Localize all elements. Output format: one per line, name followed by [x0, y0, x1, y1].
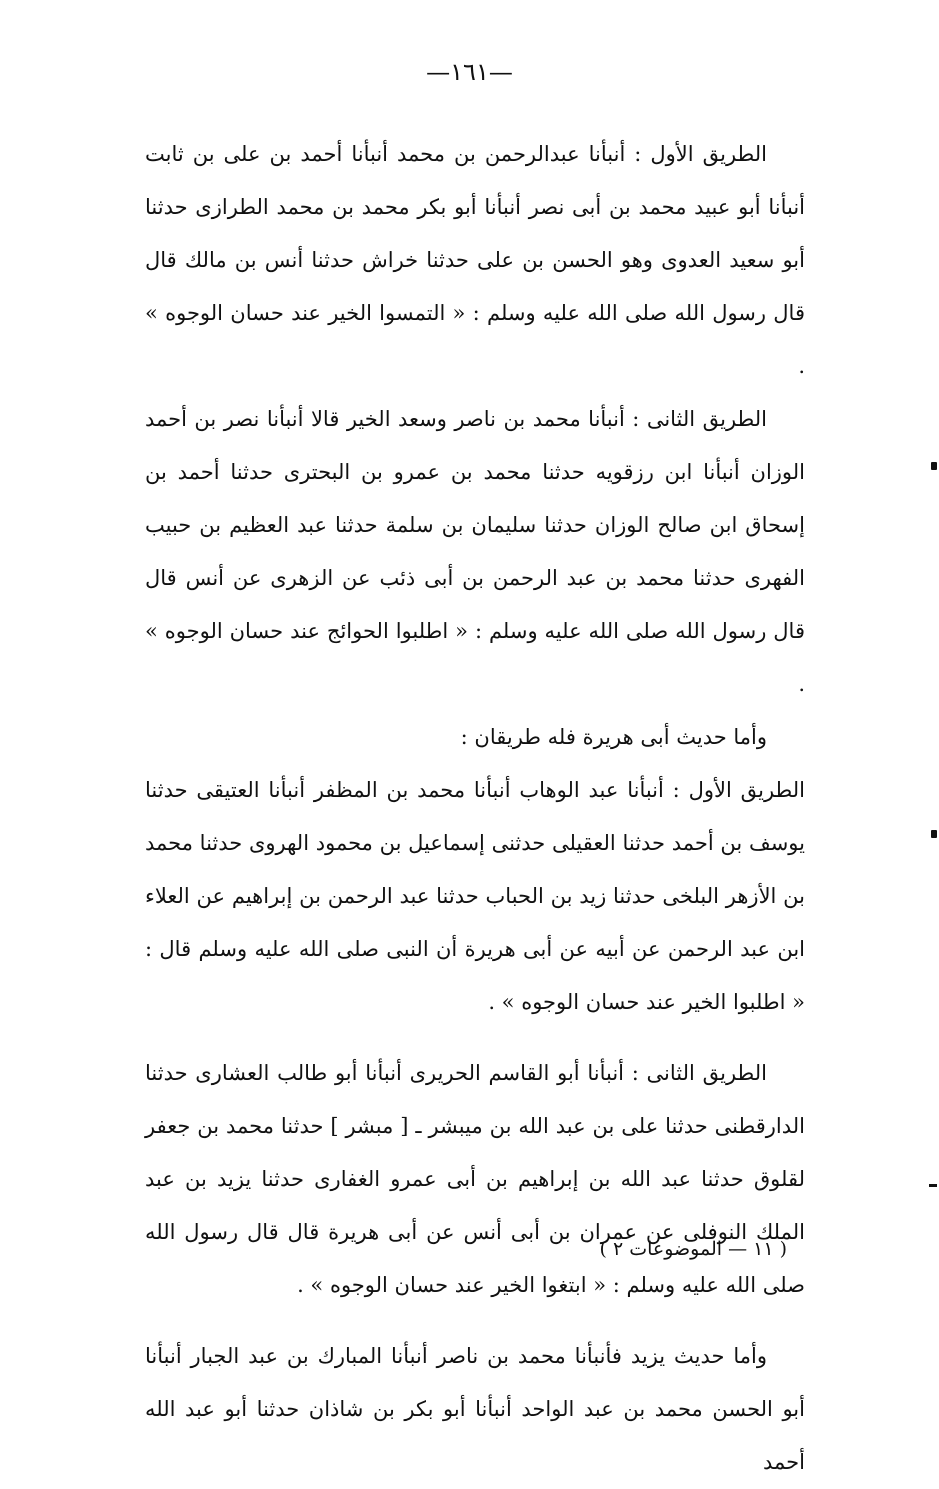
- paragraph-first-path-abu-hurayra: الطريق الأول : أنبأنا عبد الوهاب أنبأنا محمد بن المظفر أنبأنا العتيقى حدثنا يوسف بن أحمد حدثنا العقيلى حدثنى إسماعيل بن محمود الهروى حدثنا محمد بن الأزهر البلخى حدثنا زيد بن الحباب حدثنا عبد الرحمن بن إبراهيم عن العلاء ابن عبد الرحمن عن أبيه عن أبى هريرة أن النبى صلى الله عليه وسلم قال : « اطلبوا الخير عند حسان الوجوه » .: [145, 778, 805, 1014]
- page-number: —١٦١—: [426, 58, 513, 86]
- paragraph-abu-hurayra-intro: وأما حديث أبى هريرة فله طريقان :: [460, 725, 767, 749]
- margin-mark: [931, 462, 937, 470]
- paragraph-yazid-hadith: وأما حديث يزيد فأنبأنا محمد بن ناصر أنبأنا المبارك بن عبد الجبار أنبأنا أبو الحسن محمد بن عبد الواحد أنبأنا أبو بكر بن شاذان حدثنا أبو عبد الله أحمد: [145, 1344, 805, 1474]
- text-block-1: [145, 128, 805, 1489]
- margin-mark: [931, 830, 937, 838]
- paragraph-second-path-abu-hurayra: الطريق الثانى : أنبأنا أبو القاسم الحريرى أنبأنا أبو طالب العشارى حدثنا الدارقطنى حدثنا على بن عبد الله بن ميبشر ـ [ مبشر ] حدثنا محمد بن جعفر لقلوق حدثنا عبد الله بن إبراهيم بن أبى عمرو الغفارى حدثنا يزيد بن عبد الملك النوفلى عن عمران بن أبى أنس عن أبى هريرة قال قال رسول الله صلى الله عليه وسلم : « ابتغوا الخير عند حسان الوجوه » .: [145, 1061, 805, 1297]
- paragraph-second-path-anas: الطريق الثانى : أنبأنا محمد بن ناصر وسعد الخير قالا أنبأنا نصر بن أحمد الوزان أنبأنا ابن رزقويه حدثنا محمد بن عمرو بن البحترى حدثنا أحمد بن إسحاق ابن صالح الوزان حدثنا سليمان بن سلمة حدثنا عبد العظيم بن حبيب الفهرى حدثنا محمد بن عبد الرحمن بن أبى ذئب عن الزهرى عن أنس قال قال رسول الله صلى الله عليه وسلم : « اطلبوا الحوائج عند حسان الوجوه » .: [145, 407, 805, 696]
- paragraph-first-path-anas: الطريق الأول : أنبأنا عبدالرحمن بن محمد أنبأنا أحمد بن على بن ثابت أنبأنا أبو عبيد محمد بن أبى نصر أنبأنا أبو بكر محمد بن محمد الطرازى حدثنا أبو سعيد العدوى وهو الحسن بن على حدثنا خراش حدثنا أنس بن مالك قال قال رسول الله صلى الله عليه وسلم : « التمسوا الخير عند حسان الوجوه » .: [145, 142, 805, 378]
- signature-footer: ( ١١ — الموضوعات ٢ ): [599, 1238, 787, 1260]
- margin-mark: [929, 1184, 937, 1187]
